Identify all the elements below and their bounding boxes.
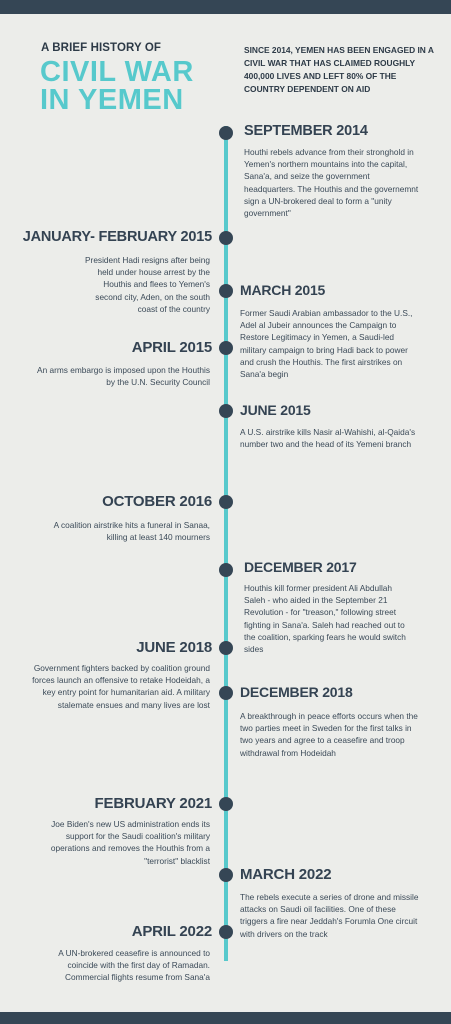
intro-text: SINCE 2014, YEMEN HAS BEEN ENGAGED IN A CIVIL WAR THAT HAS CLAIMED ROUGHLY 400,000 LIVES AND LEFT 80% OF THE COUNTRY DEPENDENT ON AID	[244, 45, 434, 94]
timeline-dot	[219, 925, 233, 939]
page-title: CIVIL WAR IN YEMEN	[40, 56, 194, 116]
kicker-text: A BRIEF HISTORY OF	[41, 42, 162, 54]
timeline-dot	[219, 641, 233, 655]
event-text-dec-2017: Houthis kill former president Ali Abdullah Saleh - who aided in the September 21 Revolution - for "treason," following street fighting in Sana'a. Saleh had reached out to the coalition, sparking fears he would switch sides	[244, 583, 406, 655]
event-text-jun-2018: Government fighters backed by coalition ground forces launch an offensive to retake Hodeidah, a key entry point for humanitarian aid. A military stalemate ensues and many lives are lost	[32, 663, 210, 710]
event-date-mar-2015: MARCH 2015	[240, 282, 326, 298]
timeline-dot	[219, 126, 233, 140]
event-text-oct-2016: A coalition airstrike hits a funeral in Sanaa, killing at least 140 mourners	[53, 520, 210, 543]
timeline-dot	[219, 495, 233, 509]
bottom-bar	[0, 1012, 451, 1024]
event-date-dec-2018: DECEMBER 2018	[240, 684, 353, 700]
timeline-dot	[219, 341, 233, 355]
timeline-dot	[219, 686, 233, 700]
event-date-mar-2022: MARCH 2022	[240, 866, 332, 883]
event-text-sep-2014: Houthi rebels advance from their stronghold in Yemen's northern mountains into the capital, Sana'a, and seize the government headquarters. The Houthis and the governemnt sign a UN-brokered deal to form a "unity government"	[244, 147, 419, 219]
event-text-apr-2022: A UN-brokered ceasefire is announced to coincide with the first day of Ramadan. Commercial flights resume from Sana'a	[58, 948, 210, 983]
event-date-apr-2015: APRIL 2015	[131, 339, 212, 356]
event-date-jun-2015: JUNE 2015	[240, 402, 311, 418]
timeline-dot	[219, 404, 233, 418]
event-date-apr-2022: APRIL 2022	[131, 923, 212, 940]
top-bar	[0, 0, 451, 14]
event-text-mar-2022: The rebels execute a series of drone and missile attacks on Saudi oil facilities. One of these triggers a fire near Jeddah's Forumla One circuit with drivers on the track	[240, 892, 419, 939]
event-text-apr-2015: An arms embargo is imposed upon the Houthis by the U.N. Security Council	[37, 365, 210, 388]
event-date-jun-2018: JUNE 2018	[136, 639, 212, 656]
timeline-dot	[219, 868, 233, 882]
event-date-feb-2021: FEBRUARY 2021	[94, 795, 212, 812]
event-text-mar-2015: Former Saudi Arabian ambassador to the U.S., Adel al Jubeir announces the Campaign to Restore Legitimacy in Yemen, a Saudi-led military campaign to bring Hadi back to power and crush the Houthis. The first airstrikes on Sana'a begin	[240, 308, 413, 380]
timeline-dot	[219, 563, 233, 577]
timeline-dot	[219, 231, 233, 245]
timeline-dot	[219, 797, 233, 811]
event-date-dec-2017: DECEMBER 2017	[244, 559, 357, 575]
event-date-sep-2014: SEPTEMBER 2014	[244, 123, 368, 139]
timeline-line	[224, 126, 228, 961]
event-date-jan-feb-2015: JANUARY- FEBRUARY 2015	[22, 229, 212, 245]
event-text-feb-2021: Joe Biden's new US administration ends its support for the Saudi coalition's military operations and removes the Houthis from a "terrorist" blacklist	[50, 819, 210, 866]
event-text-jun-2015: A U.S. airstrike kills Nasir al-Wahishi, al-Qaida's number two and the head of its Yemeni branch	[240, 427, 416, 450]
event-text-jan-feb-2015: President Hadi resigns after being held under house arrest by the Houthis and flees to Yemen's second city, Aden, on the south coast of the country	[85, 255, 210, 314]
event-text-dec-2018: A breakthrough in peace efforts occurs when the two parties meet in Sweden for the first talks in two years and agree to a ceasefire and troop withdrawal from Hodeidah	[240, 711, 418, 758]
event-date-oct-2016: OCTOBER 2016	[102, 493, 212, 510]
timeline-dot	[219, 284, 233, 298]
